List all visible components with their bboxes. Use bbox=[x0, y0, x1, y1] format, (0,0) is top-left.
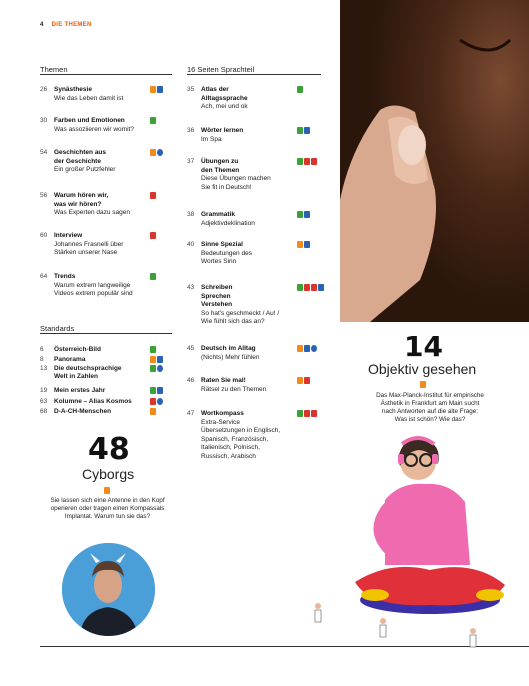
standards-entry[interactable] bbox=[40, 346, 172, 356]
cyborgs-page-number: 48 bbox=[88, 432, 130, 467]
skill-icons bbox=[297, 241, 310, 248]
skill-h-icon bbox=[150, 86, 156, 93]
toc-description: Ach, mei und ok bbox=[201, 103, 248, 111]
toc-page-number: 60 bbox=[40, 232, 48, 239]
skill-icons bbox=[150, 117, 156, 124]
standards-rule bbox=[40, 333, 172, 334]
skill-l-icon bbox=[150, 365, 156, 372]
skill-icons bbox=[297, 211, 310, 218]
skill-g-icon bbox=[304, 345, 310, 352]
horse-hand-photo bbox=[340, 0, 529, 322]
objektiv-text: Das Max-Planck-Institut für empirische Ästhetik in Frankfurt am Main sucht nach Antworten auf die alte Frage: Was ist schön? Wie das? bbox=[376, 392, 484, 423]
toc-page-number: 47 bbox=[187, 410, 195, 417]
toc-title: Sinne Spezial bbox=[201, 241, 243, 248]
toc-title: Übungen zu den Themen bbox=[201, 158, 240, 174]
toc-description: Adjektivdeklination bbox=[201, 219, 255, 227]
skill-s-icon bbox=[311, 284, 317, 291]
standards-title: Standards bbox=[40, 324, 75, 333]
toc-description: Wie das Leben damit ist bbox=[54, 94, 124, 102]
skill-h-icon bbox=[297, 241, 303, 248]
skill-icons bbox=[297, 86, 303, 93]
skill-icons bbox=[150, 398, 163, 405]
toc-title: Synästhesie bbox=[54, 86, 92, 93]
skill-l-icon bbox=[297, 158, 303, 165]
standards-page-number: 63 bbox=[40, 398, 48, 405]
hoeren-icon-objektiv bbox=[420, 381, 426, 388]
skill-h-icon bbox=[297, 345, 303, 352]
toc-page-number: 45 bbox=[187, 345, 195, 352]
skill-s-icon bbox=[311, 410, 317, 417]
toc-title: Raten Sie mal! bbox=[201, 377, 246, 384]
toc-title: Geschichten aus der Geschichte bbox=[54, 149, 107, 165]
toc-description: So hat's geschmeckt / Au! / Wie fühlt sich das an? bbox=[201, 309, 280, 326]
skill-icons bbox=[150, 408, 156, 415]
toc-title: Interview bbox=[54, 232, 83, 239]
themen-title: Themen bbox=[40, 65, 68, 74]
cyborgs-text: Sie lassen sich eine Antenne in den Kopf operieren oder tragen einen Kompassals Implantat. Warum tun sie das? bbox=[50, 497, 165, 520]
toc-title: Wortkompass bbox=[201, 410, 244, 417]
page-header bbox=[40, 22, 92, 28]
toc-page-number: 56 bbox=[40, 192, 48, 199]
skill-g-icon bbox=[318, 284, 324, 291]
skill-g-icon bbox=[304, 127, 310, 134]
skill-w-icon bbox=[304, 284, 310, 291]
skill-l-icon bbox=[150, 273, 156, 280]
skill-icons bbox=[150, 149, 163, 156]
toc-page-number: 26 bbox=[40, 86, 48, 93]
skill-h-icon bbox=[150, 356, 156, 363]
toc-description: Ein großer Putzfehler bbox=[54, 166, 116, 174]
skill-w-icon bbox=[304, 158, 310, 165]
toc-description: Diese Übungen machen Sie fit in Deutsch! bbox=[201, 175, 271, 191]
standards-page-number: 68 bbox=[40, 408, 48, 415]
skill-i-icon bbox=[311, 345, 317, 352]
skill-l-icon bbox=[297, 211, 303, 218]
skill-icons bbox=[150, 365, 163, 372]
skill-icons bbox=[297, 345, 317, 352]
skill-icons bbox=[297, 284, 324, 291]
horse-hand-illustration bbox=[340, 0, 529, 322]
skill-icons bbox=[150, 232, 156, 239]
toc-page-number: 64 bbox=[40, 273, 48, 280]
skill-s-icon bbox=[150, 192, 156, 199]
toc-title: Grammatik bbox=[201, 211, 235, 218]
skill-l-icon bbox=[150, 387, 156, 394]
skill-icons bbox=[297, 410, 317, 417]
skill-g-icon bbox=[304, 211, 310, 218]
page-number: 4 bbox=[40, 22, 44, 28]
skill-l-icon bbox=[150, 346, 156, 353]
skill-l-icon bbox=[297, 127, 303, 134]
skill-s-icon bbox=[311, 158, 317, 165]
skill-icons bbox=[150, 346, 156, 353]
standards-page-number: 13 bbox=[40, 365, 48, 372]
skill-i-icon bbox=[157, 365, 163, 372]
skill-g-icon bbox=[157, 356, 163, 363]
skill-l-icon bbox=[297, 284, 303, 291]
skill-h-icon bbox=[150, 149, 156, 156]
toc-page-number: 54 bbox=[40, 149, 48, 156]
toc-title: Warum hören wir, was wir hören? bbox=[54, 192, 109, 208]
toc-description: Extra-Service Übersetzungen in Englisch, Spanisch, Französisch, Italienisch, Polnisch, Russisch, Arabisch bbox=[201, 418, 281, 460]
toc-description: Was Experten dazu sagen bbox=[54, 209, 130, 217]
skill-g-icon bbox=[157, 387, 163, 394]
toc-title: Atlas der Alltagssprache bbox=[201, 86, 248, 102]
skill-s-icon bbox=[304, 377, 310, 384]
standards-entry[interactable] bbox=[40, 387, 172, 397]
hoeren-icon bbox=[104, 487, 110, 494]
skill-g-icon bbox=[304, 241, 310, 248]
toc-title: Farben und Emotionen bbox=[54, 117, 125, 124]
skill-i-icon bbox=[157, 149, 163, 156]
standards-title-text: Panorama bbox=[54, 356, 86, 363]
portrait-illustration bbox=[62, 543, 155, 636]
sprachteil-rule bbox=[187, 74, 321, 75]
skill-icons bbox=[297, 127, 310, 134]
skill-icons bbox=[297, 377, 310, 384]
toc-description: Johannes Frasnelli über Stärken unserer Nase bbox=[54, 240, 124, 257]
toc-entry[interactable] bbox=[187, 284, 321, 344]
toc-page-number: 43 bbox=[187, 284, 195, 291]
skill-h-icon bbox=[297, 377, 303, 384]
objektiv-page-number: 14 bbox=[404, 330, 443, 363]
section-title: DIE THEMEN bbox=[51, 22, 92, 28]
toc-title: Wörter lernen bbox=[201, 127, 244, 134]
toc-page-number: 30 bbox=[40, 117, 48, 124]
toc-entry[interactable] bbox=[187, 158, 321, 218]
skill-l-icon bbox=[297, 410, 303, 417]
skill-icons bbox=[297, 158, 317, 165]
toc-title: Schreiben Sprechen Verstehen bbox=[201, 284, 233, 309]
skill-g-icon bbox=[157, 86, 163, 93]
standards-title-text: Österreich-Bild bbox=[54, 346, 101, 353]
toc-description: Rätsel zu den Themen bbox=[201, 385, 267, 393]
themen-rule bbox=[40, 74, 172, 75]
skill-l-icon bbox=[297, 86, 303, 93]
standards-entry[interactable] bbox=[40, 365, 172, 380]
standards-entry[interactable] bbox=[40, 408, 172, 418]
cyborgs-title: Cyborgs bbox=[82, 466, 135, 482]
skill-w-icon bbox=[304, 410, 310, 417]
standards-page-number: 8 bbox=[40, 356, 44, 363]
toc-page-number: 46 bbox=[187, 377, 195, 384]
standards-title-text: D-A-CH-Menschen bbox=[54, 408, 112, 415]
skill-icons bbox=[150, 86, 163, 93]
toc-description: Was assoziieren wir womit? bbox=[54, 125, 134, 133]
toc-page-number: 35 bbox=[187, 86, 195, 93]
standards-page-number: 19 bbox=[40, 387, 48, 394]
skill-i-icon bbox=[157, 398, 163, 405]
skill-s-icon bbox=[150, 398, 156, 405]
skill-icons bbox=[150, 273, 156, 280]
standards-title-text: Die deutschsprachige Welt in Zahlen bbox=[54, 365, 122, 380]
cyborg-portrait bbox=[62, 543, 155, 636]
standards-page-number: 6 bbox=[40, 346, 44, 353]
standards-title-text: Mein erstes Jahr bbox=[54, 387, 106, 394]
toc-title: Deutsch im Alltag bbox=[201, 345, 256, 352]
toc-description: (Nichts) Mehr fühlen bbox=[201, 353, 260, 361]
toc-description: Bedeutungen des Wortes Sinn bbox=[201, 249, 252, 266]
toc-entry[interactable] bbox=[40, 273, 172, 333]
toc-page-number: 38 bbox=[187, 211, 195, 218]
toc-page-number: 37 bbox=[187, 158, 195, 165]
skill-s-icon bbox=[150, 232, 156, 239]
toc-page-number: 40 bbox=[187, 241, 195, 248]
skill-l-icon bbox=[150, 117, 156, 124]
sprachteil-title: 16 Seiten Sprachteil bbox=[187, 65, 255, 74]
toc-description: Im Spa bbox=[201, 135, 222, 143]
standards-title-text: Kolumne – Alias Kosmos bbox=[54, 398, 132, 405]
skill-icons bbox=[150, 356, 163, 363]
toc-page-number: 36 bbox=[187, 127, 195, 134]
standards-entry[interactable] bbox=[40, 398, 172, 408]
toc-description: Warum extrem langweilige Videos extrem populär sind bbox=[54, 281, 133, 298]
objektiv-title: Objektiv gesehen bbox=[368, 361, 477, 377]
skill-icons bbox=[150, 192, 156, 199]
skill-h-icon bbox=[150, 408, 156, 415]
woman-meditating-illustration bbox=[300, 420, 529, 670]
skill-icons bbox=[150, 387, 163, 394]
toc-title: Trends bbox=[54, 273, 76, 280]
